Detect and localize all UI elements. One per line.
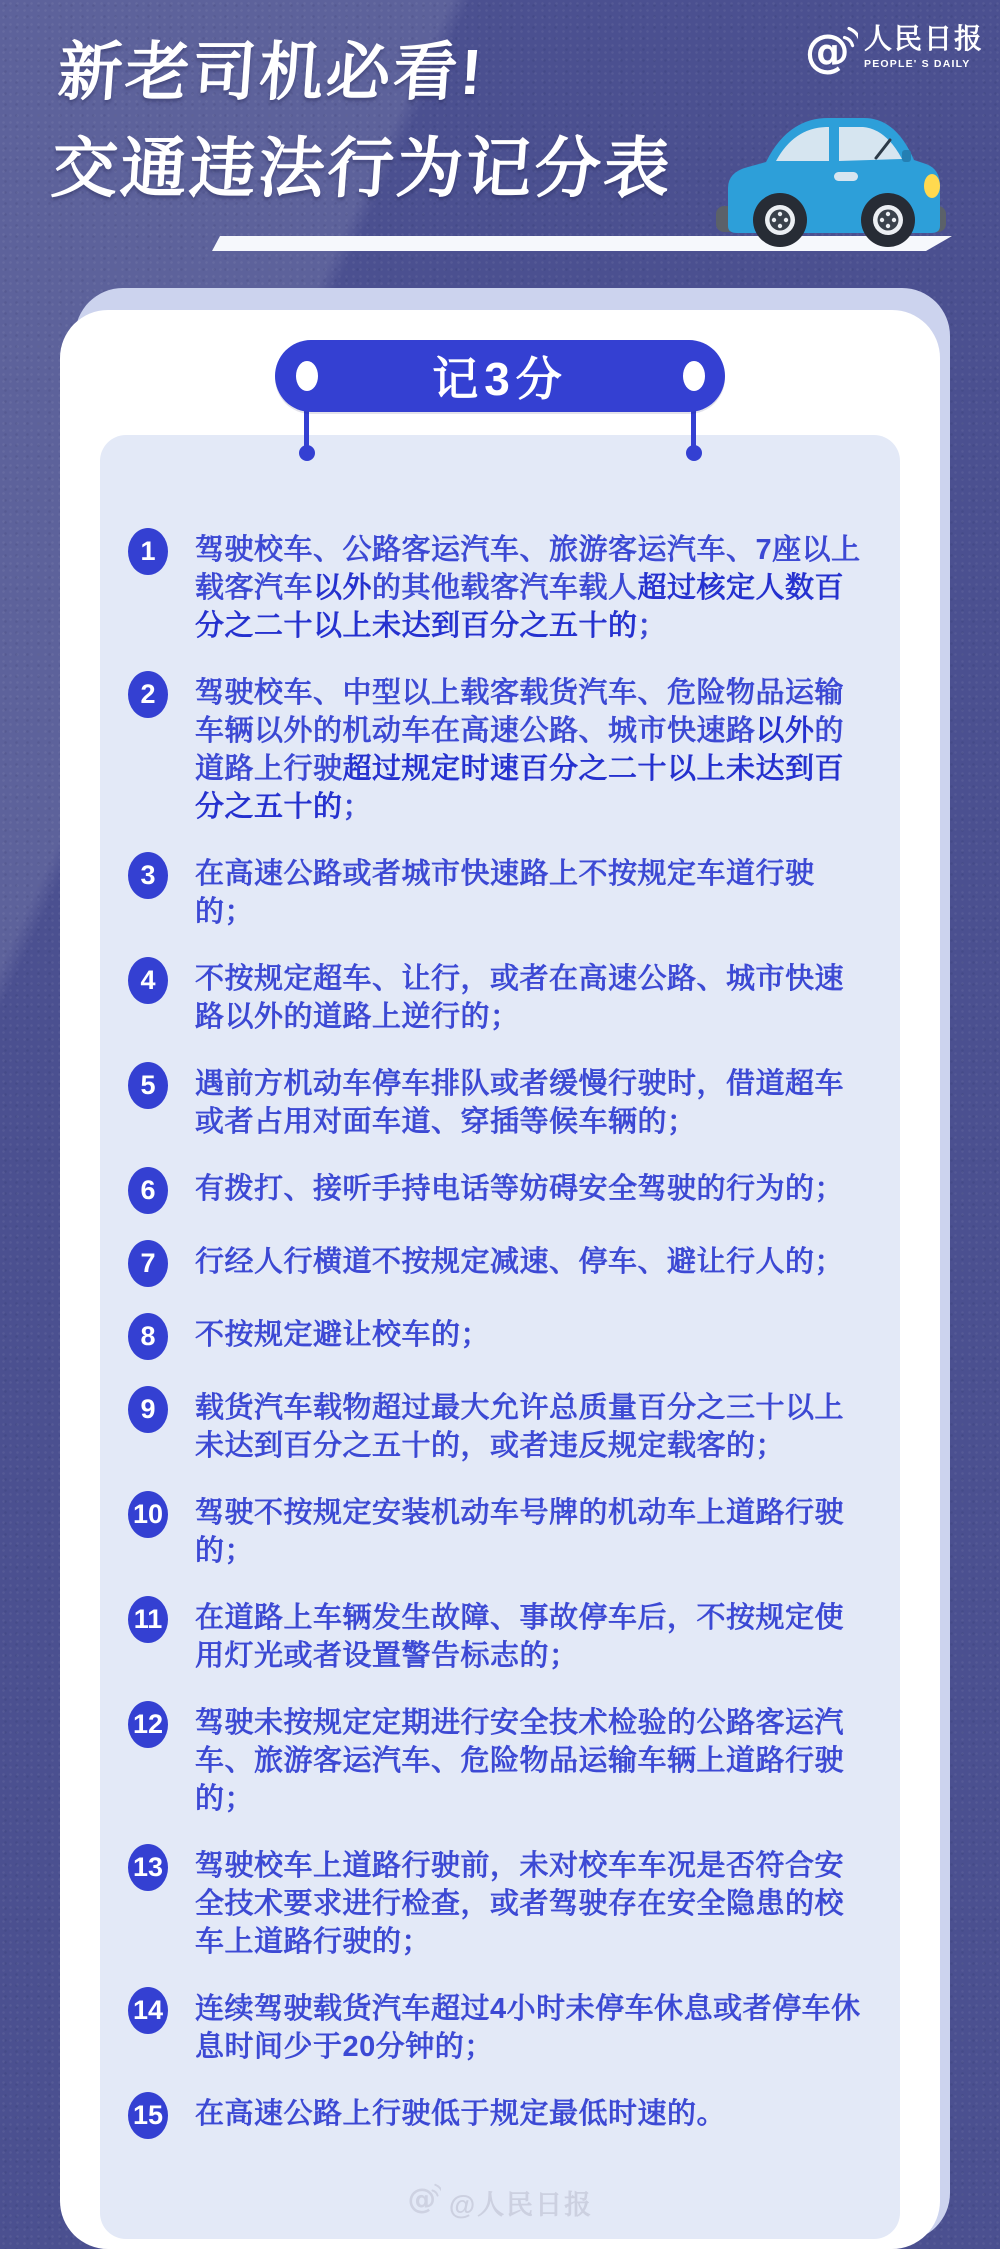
peoples-daily-logo <box>804 24 984 78</box>
watermark-label: @人民日报 <box>448 2190 594 2220</box>
item-number-badge: 14 <box>128 1987 168 2034</box>
violation-item <box>128 1389 870 1465</box>
violation-item <box>128 1599 870 1675</box>
item-number-badge: 3 <box>128 852 168 899</box>
badge-stem-right <box>691 408 696 454</box>
violation-item <box>128 1316 870 1360</box>
item-text: 遇前方机动车停车排队或者缓慢行驶时，借道超车或者占用对面车道、穿插等候车辆的； <box>195 1068 845 1138</box>
item-text: 不按规定避让校车的； <box>195 1319 491 1351</box>
item-text: 驾驶未按规定定期进行安全技术检验的公路客运汽车、旅游客运汽车、危险物品运输车辆上道路行驶的； <box>195 1707 845 1815</box>
item-text: 在道路上车辆发生故障、事故停车后，不按规定使用灯光或者设置警告标志的； <box>195 1602 845 1672</box>
page-title <box>49 36 681 205</box>
violation-item <box>128 1494 870 1570</box>
item-number-badge: 5 <box>128 1062 168 1109</box>
item-text: 行经人行横道不按规定减速、停车、避让行人的； <box>195 1246 845 1278</box>
car-illustration <box>716 102 946 257</box>
item-number-badge: 11 <box>128 1596 168 1643</box>
item-text: 不按规定超车、让行，或者在高速公路、城市快速路以外的道路上逆行的； <box>195 963 845 1033</box>
violation-list <box>100 435 900 2139</box>
violations-panel <box>100 435 900 2239</box>
rear-wheel <box>753 193 807 247</box>
title-line-2: 交通违法行为记分表 <box>49 131 676 205</box>
item-number-badge: 1 <box>128 528 168 575</box>
title-line-1: 新老司机必看! <box>55 36 488 108</box>
badge-hole-right <box>683 361 705 391</box>
item-text: 在高速公路或者城市快速路上不按规定车道行驶的； <box>195 858 815 928</box>
item-text: 驾驶不按规定安装机动车号牌的机动车上道路行驶的； <box>195 1497 845 1567</box>
violation-item <box>128 1170 870 1214</box>
svg-text:@: @ <box>804 24 850 78</box>
item-number-badge: 12 <box>128 1701 168 1748</box>
violation-item <box>128 1847 870 1961</box>
violation-item <box>128 531 870 645</box>
item-number-badge: 6 <box>128 1167 168 1214</box>
front-wheel <box>861 193 915 247</box>
points-badge <box>275 340 725 412</box>
item-text: 连续驾驶载货汽车超过4小时未停车休息或者停车休息时间少于20分钟的； <box>195 1993 861 2063</box>
item-text: 驾驶校车、中型以上载客载货汽车、危险物品运输车辆以外的机动车在高速公路、城市快速路以外的道路上行驶超过规定时速百分之二十以上未达到百分之五十的； <box>195 677 845 823</box>
violation-item <box>128 674 870 826</box>
violation-item <box>128 1243 870 1287</box>
watermark <box>100 2182 900 2223</box>
badge-stem-left <box>304 408 309 454</box>
logo-cn-label: 人民日报 <box>863 23 984 54</box>
item-number-badge: 7 <box>128 1240 168 1287</box>
item-number-badge: 10 <box>128 1491 168 1538</box>
at-broadcast-icon <box>804 24 858 78</box>
item-number-badge: 2 <box>128 671 168 718</box>
item-number-badge: 9 <box>128 1386 168 1433</box>
violation-item <box>128 960 870 1036</box>
violation-item <box>128 1065 870 1141</box>
watermark-logo-icon <box>407 2182 449 2223</box>
item-number-badge: 13 <box>128 1844 168 1891</box>
item-text: 驾驶校车上道路行驶前，未对校车车况是否符合安全技术要求进行检查，或者驾驶存在安全隐患的校车上道路行驶的； <box>195 1850 845 1958</box>
violation-item <box>128 2095 870 2139</box>
card-front-layer <box>60 310 940 2249</box>
badge-hole-left <box>296 361 318 391</box>
item-text: 有拨打、接听手持电话等妨碍安全驾驶的行为的； <box>195 1173 845 1205</box>
logo-en-label: PEOPLE' S DAILY <box>863 57 971 70</box>
item-text: 载货汽车载物超过最大允许总质量百分之三十以上未达到百分之五十的，或者违反规定载客的； <box>195 1392 845 1462</box>
svg-text:@: @ <box>407 2182 437 2216</box>
violation-item <box>128 855 870 931</box>
violation-item <box>128 1990 870 2066</box>
logo-text <box>864 24 984 70</box>
violation-item <box>128 1704 870 1818</box>
item-number-badge: 8 <box>128 1313 168 1360</box>
item-number-badge: 15 <box>128 2092 168 2139</box>
points-badge-label: 记3分 <box>432 353 568 405</box>
item-text: 在高速公路上行驶低于规定最低时速的。 <box>195 2098 727 2130</box>
item-number-badge: 4 <box>128 957 168 1004</box>
item-text: 驾驶校车、公路客运汽车、旅游客运汽车、7座以上载客汽车以外的其他载客汽车载人超过核定人数百分之二十以上未达到百分之五十的； <box>195 534 861 642</box>
